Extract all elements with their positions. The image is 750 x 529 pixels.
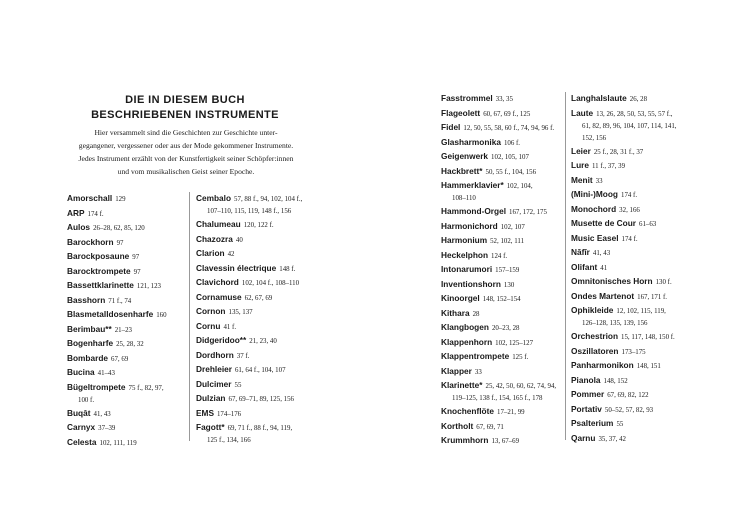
page-references: 67, 69–71, 89, 125, 156 — [228, 396, 294, 403]
instrument-name: Chazozra — [196, 233, 233, 244]
instrument-name: Intonarumori — [441, 264, 493, 274]
index-entry — [441, 179, 559, 205]
index-entry — [571, 403, 693, 418]
index-entry — [441, 121, 559, 136]
page-references: 167, 171 f. — [637, 293, 668, 301]
index-entry — [67, 308, 182, 323]
index-entry — [571, 203, 693, 218]
index-entry — [196, 192, 316, 218]
page-references: 120, 122 f. — [243, 222, 274, 229]
instrument-name: Cembalo — [196, 193, 232, 203]
index-entry — [571, 417, 693, 432]
instrument-name: Basshorn — [67, 294, 106, 305]
page-references-continued: 126–128, 135, 139, 156 — [582, 320, 648, 327]
page-references: 25 f., 28, 31 f., 37 — [593, 148, 644, 156]
instrument-name: Klappentrompete — [441, 351, 510, 361]
page-references-continued: 107–110, 115, 119, 148 f., 156 — [207, 208, 292, 215]
index-entry — [441, 350, 559, 365]
page-references: 32, 166 — [619, 206, 640, 214]
instrument-name: ARP — [67, 207, 85, 218]
instrument-name: Clavichord — [196, 277, 239, 287]
page-references: 50, 55 f., 104, 156 — [485, 168, 537, 176]
page-references: 12, 102, 115, 119, — [616, 308, 666, 315]
instrument-name: Langhalslaute — [571, 93, 627, 103]
page-references: 55 — [616, 421, 624, 428]
index-entry — [571, 261, 693, 276]
instrument-name: Portativ — [571, 403, 602, 414]
index-entry — [571, 246, 693, 261]
instrument-name: Hackbrett* — [441, 165, 483, 176]
intro-line: Jedes Instrument erzählt von der Kunstfertigkeit seiner Schöpfer:innen — [78, 154, 294, 163]
index-entry — [441, 136, 559, 151]
page-references: 102, 107 — [500, 223, 525, 231]
heading-line-2: BESCHRIEBENEN INSTRUMENTE — [91, 109, 279, 121]
instrument-name: Pommer — [571, 389, 605, 399]
instrument-name: Berimbau** — [67, 323, 112, 334]
index-entry — [196, 363, 316, 378]
page-references-continued: 125 f., 134, 166 — [207, 437, 251, 444]
index-entry — [571, 145, 693, 160]
heading-line-1: DIE IN DIESEM BUCH — [125, 94, 245, 106]
page-references: 61, 64 f., 104, 107 — [234, 367, 286, 374]
index-entry — [67, 207, 182, 222]
page-references: 102, 125–127 — [495, 339, 534, 347]
page-references: 21–23 — [114, 326, 132, 334]
instrument-name: Cornu — [196, 320, 221, 331]
instrument-name: Kithara — [441, 307, 470, 318]
column-divider — [189, 192, 190, 441]
page-references: 173–175 — [621, 348, 646, 356]
index-entry — [67, 337, 182, 352]
instrument-name: Krummhorn — [441, 435, 489, 445]
instrument-name: Omnitonisches Horn — [571, 276, 653, 286]
page-references-continued: 152, 156 — [582, 134, 607, 142]
index-entry — [571, 359, 693, 374]
instrument-name: Monochord — [571, 203, 617, 214]
instrument-name: Menit — [571, 174, 593, 185]
instrument-name: Buqât — [67, 407, 91, 418]
instrument-name: Harmonium — [441, 235, 488, 245]
instrument-name: Amorschall — [67, 193, 113, 203]
index-entry — [67, 436, 182, 451]
index-entry — [67, 279, 182, 294]
index-entry — [67, 421, 182, 436]
instrument-name: Bucina — [67, 367, 95, 377]
instrument-name: Oszillatoren — [571, 345, 619, 356]
instrument-name: (Mini-)Moog — [571, 189, 618, 199]
page-references: 130 f. — [655, 279, 672, 286]
index-entry — [571, 388, 693, 403]
page-references-continued: 119–125, 138 f., 154, 165 f., 178 — [452, 395, 543, 402]
instrument-name: Barockposaune — [67, 251, 130, 261]
page-references: 125 f. — [512, 354, 529, 361]
index-entry — [67, 236, 182, 251]
instrument-name: Nāfīr — [571, 247, 590, 257]
index-entry — [67, 294, 182, 309]
index-entry — [571, 92, 693, 107]
instrument-name: Klarinette* — [441, 380, 483, 390]
index-entry — [571, 345, 693, 360]
page-references: 37 f. — [236, 352, 250, 360]
index-entry — [196, 349, 316, 364]
instrument-name: Ophikleide — [571, 305, 614, 315]
index-column-1 — [67, 192, 182, 450]
index-entry — [441, 107, 559, 122]
index-entry — [196, 305, 316, 320]
index-entry — [441, 249, 559, 264]
index-entry — [441, 234, 559, 249]
instrument-name: Geigenwerk — [441, 151, 489, 161]
page-references: 52, 102, 111 — [490, 238, 525, 245]
index-entry — [441, 278, 559, 293]
page-references: 75 f., 82, 97, — [128, 384, 164, 392]
instrument-name: Hammerklavier* — [441, 180, 504, 190]
page-references: 13, 67–69 — [491, 438, 520, 445]
page-references: 69, 71 f., 88 f., 94, 119, — [227, 425, 293, 432]
page-references: 35, 37, 42 — [598, 435, 626, 443]
instrument-name: EMS — [196, 407, 214, 418]
instrument-name: Flageolett — [441, 107, 481, 118]
index-entry — [67, 352, 182, 367]
page-references: 26, 28 — [629, 96, 648, 103]
page-references: 167, 172, 175 — [509, 209, 547, 216]
index-entry — [571, 290, 693, 305]
index-entry — [196, 276, 316, 291]
index-column-4 — [571, 92, 693, 446]
index-entry — [441, 165, 559, 180]
page-references: 97 — [132, 254, 140, 261]
index-entry — [441, 336, 559, 351]
instrument-name: Music Easel — [571, 232, 619, 243]
index-entry — [67, 192, 182, 207]
instrument-name: Kinoorgel — [441, 293, 480, 303]
instrument-name: Fidel — [441, 122, 461, 132]
page-references: 174–176 — [216, 410, 242, 418]
intro-line: gegangener, vergessener oder aus der Mode gekommener Instrumente. — [78, 141, 294, 150]
index-entry — [571, 188, 693, 203]
page-references: 33 — [474, 368, 482, 376]
page-references-continued: 108–110 — [452, 195, 476, 202]
index-entry — [441, 150, 559, 165]
page-references: 25, 42, 50, 60, 62, 74, 94, — [485, 383, 557, 390]
page-references: 21, 23, 40 — [249, 338, 277, 345]
index-entry — [441, 205, 559, 220]
instrument-name: Barocktrompete — [67, 265, 131, 276]
instrument-name: Hammond-Orgel — [441, 206, 506, 216]
instrument-name: Heckelphon — [441, 249, 489, 260]
instrument-name: Ondes Martenot — [571, 290, 635, 301]
instrument-name: Fasstrommel — [441, 93, 493, 103]
index-entry — [441, 420, 559, 435]
page-references: 102, 104, — [506, 183, 533, 190]
index-entry — [196, 378, 316, 393]
instrument-name: Bombarde — [67, 352, 109, 363]
index-entry — [67, 381, 182, 407]
page-references: 33, 35 — [495, 96, 513, 103]
index-entry — [441, 365, 559, 380]
page-references: 17–21, 99 — [497, 409, 525, 416]
instrument-name: Leier — [571, 145, 591, 156]
page-references-continued: 61, 82, 89, 96, 104, 107, 114, 141, — [582, 122, 677, 130]
page-references: 121, 123 — [136, 283, 161, 290]
instrument-name: Dulcimer — [196, 378, 232, 389]
page-references: 97 — [116, 239, 124, 247]
page-references: 28 — [472, 310, 480, 318]
index-entry — [67, 366, 182, 381]
page-references: 174 f. — [87, 210, 104, 218]
page-references: 15, 117, 148, 150 f. — [621, 334, 675, 341]
right-page — [375, 0, 750, 529]
index-entry — [196, 407, 316, 422]
column-divider — [565, 92, 566, 440]
page-references: 41–43 — [97, 370, 115, 377]
instrument-name: Kortholt — [441, 420, 474, 431]
index-entry — [67, 265, 182, 280]
index-entry — [441, 321, 559, 336]
page-references: 41, 43 — [592, 250, 611, 257]
index-entry — [441, 434, 559, 449]
instrument-name: Dordhorn — [196, 349, 234, 360]
page-references: 62, 67, 69 — [244, 294, 273, 302]
page-references: 12, 50, 55, 58, 60 f., 74, 94, 96 f. — [463, 125, 555, 132]
page-references: 13, 26, 28, 50, 53, 55, 57 f., — [596, 110, 673, 118]
intro-line: und vom musikalischen Geist seiner Epoche. — [117, 167, 255, 176]
index-entry — [196, 392, 316, 407]
instrument-name: Bügeltrompete — [67, 381, 126, 392]
page-references: 25, 28, 32 — [116, 341, 144, 348]
index-entry — [571, 275, 693, 290]
page-references: 106 f. — [503, 139, 521, 147]
instrument-name: Klangbogen — [441, 322, 489, 332]
instrument-name: Celesta — [67, 436, 97, 447]
page-references: 33 — [595, 177, 603, 185]
page-references: 41 — [600, 264, 608, 272]
page-references: 124 f. — [491, 252, 508, 260]
page-references: 67, 69 — [111, 355, 129, 363]
instrument-name: Inventionshorn — [441, 278, 501, 289]
index-entry — [67, 221, 182, 236]
instrument-name: Bogenharfe — [67, 338, 114, 348]
index-column-3 — [441, 92, 559, 449]
instrument-name: Lure — [571, 160, 589, 170]
page-references: 67, 69, 71 — [476, 423, 504, 431]
page-references: 55 — [234, 381, 242, 389]
instrument-name: Olifant — [571, 261, 598, 272]
page-references: 160 — [156, 312, 167, 319]
page-references: 174 f. — [621, 192, 638, 199]
instrument-name: Fagott* — [196, 422, 225, 432]
instrument-name: Bassettklarinette — [67, 280, 134, 290]
page-references: 11 f., 37, 39 — [591, 163, 626, 170]
page-references: 67, 69, 82, 122 — [607, 392, 649, 399]
instrument-name: Klappenhorn — [441, 336, 493, 347]
page-references: 174 f. — [621, 235, 638, 243]
instrument-name: Klapper — [441, 365, 472, 376]
page-references: 61–63 — [639, 221, 657, 228]
index-entry — [441, 379, 559, 405]
instrument-name: Glasharmonika — [441, 136, 501, 147]
index-entry — [441, 405, 559, 420]
index-entry — [571, 432, 693, 447]
index-entry — [441, 263, 559, 278]
intro-line: Hier versammelt sind die Geschichten zur Geschichte unter- — [94, 128, 278, 137]
instrument-name: Laute — [571, 107, 594, 118]
instrument-name: Blasmetalldosenharfe — [67, 309, 154, 319]
page-references: 57, 88 f., 94, 102, 104 f., — [234, 196, 303, 203]
page-references: 41 f. — [223, 323, 237, 331]
index-entry — [196, 218, 316, 233]
page-heading — [60, 93, 310, 123]
page-references: 26–28, 62, 85, 120 — [93, 225, 145, 232]
index-entry — [196, 233, 316, 248]
index-entry — [196, 247, 316, 262]
index-entry — [67, 250, 182, 265]
index-entry — [571, 304, 693, 330]
page-references: 97 — [133, 268, 141, 276]
page-references-continued: 100 f. — [78, 396, 95, 404]
page-references: 148 f. — [279, 265, 296, 273]
page-references: 60, 67, 69 f., 125 — [483, 110, 531, 118]
intro-paragraph — [60, 126, 312, 178]
page-references: 130 — [503, 281, 515, 289]
index-entry — [571, 107, 693, 145]
instrument-name: Barockhorn — [67, 236, 114, 247]
page-references: 41, 43 — [93, 410, 111, 418]
instrument-name: Cornon — [196, 306, 226, 316]
page-references: 71 f., 74 — [108, 297, 132, 305]
page-references: 148, 152 — [603, 377, 628, 385]
instrument-name: Pianola — [571, 374, 601, 385]
index-entry — [441, 220, 559, 235]
instrument-name: Knochenflöte — [441, 406, 495, 416]
index-entry — [441, 292, 559, 307]
index-entry — [196, 291, 316, 306]
instrument-name: Musette de Cour — [571, 218, 636, 228]
page-references: 37–39 — [98, 425, 116, 432]
index-entry — [67, 407, 182, 422]
index-entry — [571, 374, 693, 389]
instrument-name: Panharmonikon — [571, 360, 634, 370]
page-references: 42 — [227, 251, 235, 258]
index-entry — [571, 174, 693, 189]
page-references: 148, 151 — [636, 363, 661, 370]
index-column-2 — [196, 192, 316, 447]
instrument-name: Clavessin électrique — [196, 262, 277, 273]
instrument-name: Dulzian — [196, 393, 226, 403]
index-entry — [196, 262, 316, 277]
instrument-name: Chalumeau — [196, 219, 241, 229]
page-references: 148, 152–154 — [482, 296, 521, 303]
instrument-name: Qarnu — [571, 432, 596, 443]
instrument-name: Cornamuse — [196, 291, 242, 302]
index-entry — [571, 232, 693, 247]
index-entry — [67, 323, 182, 338]
page-references: 102, 104 f., 108–110 — [241, 280, 300, 287]
instrument-name: Carnyx — [67, 422, 96, 432]
index-entry — [571, 159, 693, 174]
page-references: 135, 137 — [228, 309, 253, 316]
instrument-name: Clarion — [196, 248, 225, 258]
index-entry — [441, 92, 559, 107]
page-references: 102, 105, 107 — [491, 154, 529, 161]
instrument-name: Psalterium — [571, 418, 614, 428]
page-references: 129 — [115, 196, 126, 203]
index-entry — [571, 217, 693, 232]
page-references: 50–52, 57, 82, 93 — [604, 406, 654, 414]
index-entry — [441, 307, 559, 322]
index-entry — [196, 334, 316, 349]
instrument-name: Harmonichord — [441, 220, 498, 231]
index-entry — [571, 330, 693, 345]
index-entry — [196, 320, 316, 335]
instrument-name: Orchestrion — [571, 331, 619, 341]
instrument-name: Drehleier — [196, 364, 232, 374]
instrument-name: Didgeridoo** — [196, 335, 247, 345]
page-references: 20–23, 28 — [491, 325, 520, 332]
page-references: 40 — [235, 236, 243, 244]
index-entry — [196, 421, 316, 447]
page-references: 102, 111, 119 — [99, 439, 137, 447]
instrument-name: Aulos — [67, 222, 91, 232]
page-references: 157–159 — [495, 267, 520, 274]
